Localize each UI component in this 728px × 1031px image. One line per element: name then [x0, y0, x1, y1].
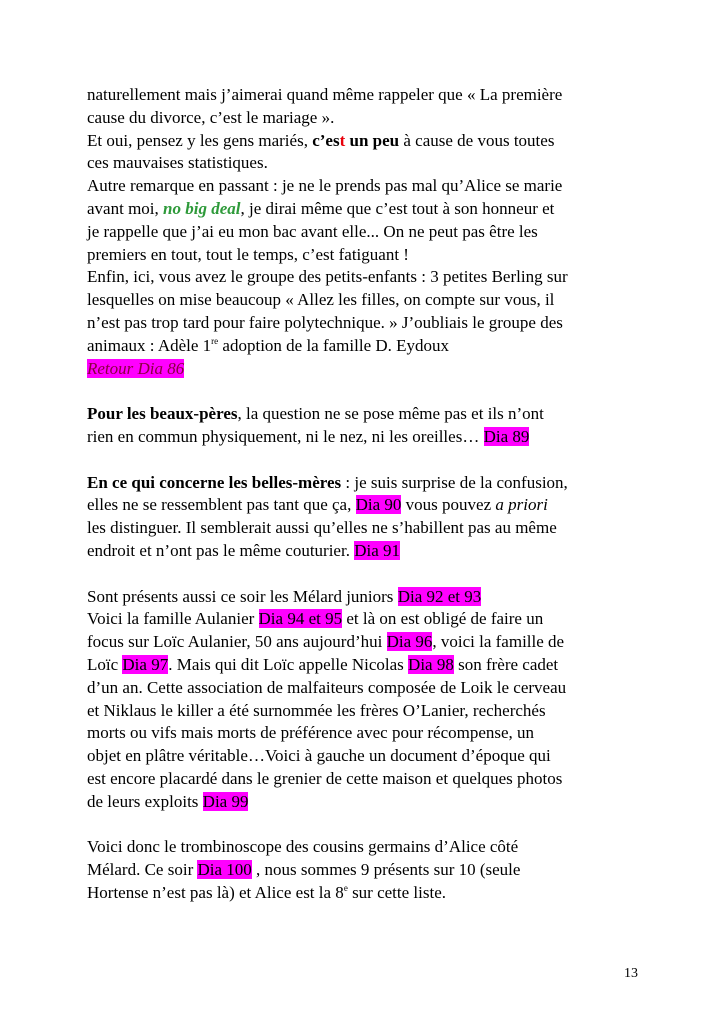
text: est encore placardé dans le grenier de cette maison et quelques photos	[87, 768, 563, 788]
text-line	[87, 631, 647, 654]
dia-link[interactable]: Dia 99	[202, 791, 249, 811]
text-line	[87, 882, 647, 905]
retour-dia-link[interactable]: Retour Dia 86	[87, 358, 185, 378]
text-line	[87, 540, 647, 563]
text: lesquelles on mise beaucoup « Allez les filles, on compte sur vous, il	[87, 290, 555, 310]
text-line	[87, 859, 647, 882]
text: son frère cadet	[453, 654, 559, 674]
text: de leurs exploits	[87, 791, 203, 811]
text: d’un an. Cette association de malfaiteurs composée de Loik le cerveau	[87, 677, 567, 697]
text: n’est pas trop tard pour faire polytechnique. » J’oubliais le groupe des	[87, 312, 563, 332]
text-line	[87, 517, 647, 540]
text: adoption de la famille D. Eydoux	[218, 335, 450, 355]
bold-text: En ce qui concerne les belles-mères	[87, 472, 342, 492]
text: les distinguer. Il semblerait aussi qu’elles ne s’habillent pas au même	[87, 518, 557, 538]
red-letter: t	[339, 130, 346, 150]
text: . Mais qui dit Loïc appelle Nicolas	[168, 654, 409, 674]
text: et là on est obligé de faire un	[342, 609, 544, 629]
text: Mélard. Ce soir	[87, 860, 198, 880]
bold-text: un peu	[345, 130, 400, 150]
text-line	[87, 107, 647, 130]
paragraph-gap	[87, 563, 647, 586]
dia-link[interactable]: Dia 89	[483, 426, 530, 446]
text-line	[87, 677, 647, 700]
superscript: e	[343, 882, 348, 893]
dia-link[interactable]: Dia 98	[408, 654, 454, 674]
text: objet en plâtre véritable…Voici à gauche un document d’époque qui	[87, 746, 551, 766]
text-line	[87, 221, 647, 244]
text: naturellement mais j’aimerai quand même rappeler que « La première	[87, 85, 563, 104]
dia-link[interactable]: Dia 92 et 93	[397, 586, 482, 606]
text: Enfin, ici, vous avez le groupe des petits-enfants : 3 petites Berling sur	[87, 267, 568, 287]
text: morts ou vifs mais morts de préférence avec pour récompense, un	[87, 723, 535, 743]
text-line	[87, 791, 647, 814]
body-text	[87, 84, 647, 905]
text-line	[87, 358, 647, 381]
text: , la question ne se pose même pas et ils n’ont	[237, 404, 544, 424]
text-line	[87, 152, 647, 175]
text: focus sur Loïc Aulanier, 50 ans aujourd’hui	[87, 632, 387, 652]
text: et Niklaus le killer a été surnommée les frères O’Lanier, recherchés	[87, 700, 546, 720]
page-number: 13	[624, 966, 638, 981]
dia-link[interactable]: Dia 90	[355, 495, 402, 515]
text-line	[87, 403, 647, 426]
text: avant moi,	[87, 198, 164, 218]
text: Voici la famille Aulanier	[87, 609, 259, 629]
text: Voici donc le trombinoscope des cousins germains d’Alice côté	[87, 837, 519, 857]
bold-text: Pour les beaux-pères	[87, 404, 238, 424]
text: cause du divorce, c’est le mariage ».	[87, 107, 335, 127]
text-line	[87, 175, 647, 198]
text: Et oui, pensez y les gens mariés,	[87, 130, 313, 150]
text-line	[87, 608, 647, 631]
text-line	[87, 654, 647, 677]
text-line	[87, 745, 647, 768]
dia-link[interactable]: Dia 91	[354, 540, 400, 560]
text-line	[87, 426, 647, 449]
green-emphasis: no big deal	[163, 198, 241, 218]
paragraph-gap	[87, 814, 647, 837]
dia-link[interactable]: Dia 100	[197, 860, 252, 880]
text: , je dirai même que c’est tout à son honneur et	[240, 198, 555, 218]
text: ces mauvaises statistiques.	[87, 153, 268, 173]
text: Sont présents aussi ce soir les Mélard juniors	[87, 586, 398, 606]
paragraph-gap	[87, 380, 647, 403]
text: Autre remarque en passant : je ne le prends pas mal qu’Alice se marie	[87, 176, 563, 196]
text-line	[87, 768, 647, 791]
text-line	[87, 335, 647, 358]
text-line	[87, 494, 647, 517]
text: à cause de vous toutes	[399, 130, 555, 150]
text: elles ne se ressemblent pas tant que ça,	[87, 495, 356, 515]
text: , voici la famille de	[432, 632, 565, 652]
text-line	[87, 836, 647, 859]
text: : je suis surprise de la confusion,	[341, 472, 568, 492]
text-line	[87, 586, 647, 609]
text-line	[87, 84, 647, 107]
bold-text: c’es	[312, 130, 340, 150]
dia-link[interactable]: Dia 97	[122, 654, 169, 674]
text: , nous sommes 9 présents sur 10 (seule	[251, 860, 521, 880]
text: animaux : Adèle 1	[87, 335, 212, 355]
text-line	[87, 266, 647, 289]
text-line	[87, 198, 647, 221]
text-line	[87, 130, 647, 153]
text: sur cette liste.	[347, 882, 447, 902]
text: rien en commun physiquement, ni le nez, ni les oreilles…	[87, 426, 484, 446]
text: je rappelle que j’ai eu mon bac avant elle... On ne peut pas être les	[87, 221, 538, 241]
text: Loïc	[87, 654, 123, 674]
dia-link[interactable]: Dia 94 et 95	[258, 609, 343, 629]
text: endroit et n’ont pas le même couturier.	[87, 540, 355, 560]
text: premiers en tout, tout le temps, c’est fatiguant !	[87, 244, 409, 264]
superscript: re	[211, 335, 219, 346]
text-line	[87, 472, 647, 495]
italic-text: a priori	[495, 495, 548, 515]
paragraph-gap	[87, 449, 647, 472]
text-line	[87, 700, 647, 723]
dia-link[interactable]: Dia 96	[386, 632, 433, 652]
text: vous pouvez	[401, 495, 496, 515]
text-line	[87, 244, 647, 267]
text-line	[87, 289, 647, 312]
text-line	[87, 312, 647, 335]
text: Hortense n’est pas là) et Alice est la 8	[87, 882, 344, 902]
text-line	[87, 722, 647, 745]
